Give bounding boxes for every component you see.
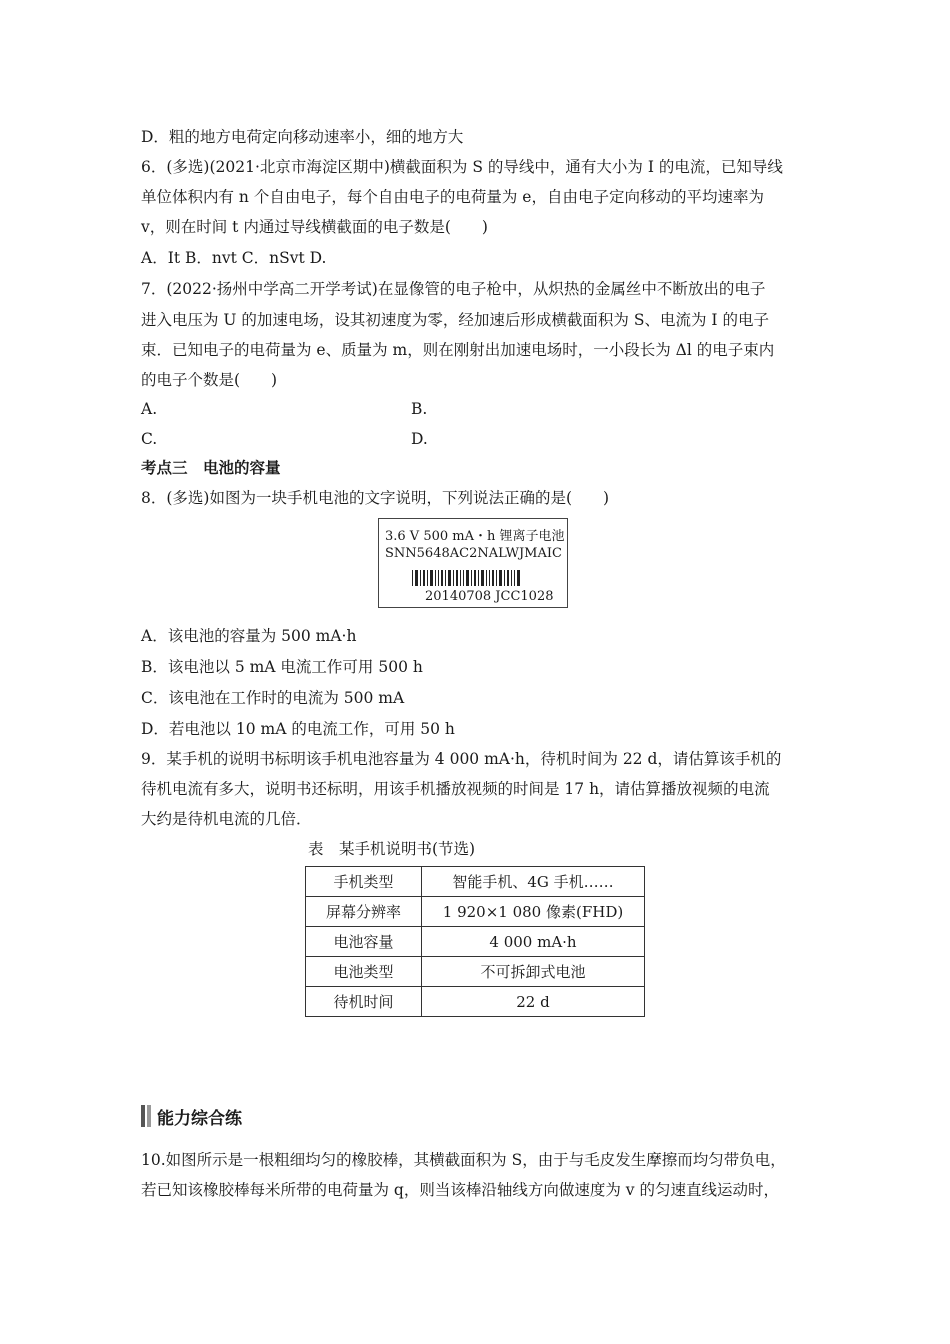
table-cell-key: 待机时间 [306,987,422,1017]
question-8-option-d: D．若电池以 10 mA 的电流工作，可用 50 h [141,720,455,738]
section-heading-battery-capacity: 考点三 电池的容量 [141,459,281,477]
battery-spec-text: 3.6 V 500 mA・h 锂离子电池 [385,529,565,544]
table-cell-key: 电池类型 [306,957,422,987]
question-7-option-a: A. [141,400,158,418]
question-6-line-1: 6．(多选)(2021·北京市海淀区期中)横截面积为 S 的导线中，通有大小为 I 的电流，已知导线 [141,158,783,176]
question-9-line-1: 9．某手机的说明书标明该手机电池容量为 4 000 mA·h，待机时间为 22 d，请估算该手机的 [141,750,782,768]
table-caption: 表 某手机说明书(节选) [308,840,476,858]
question-9-line-2: 待机电流有多大，说明书还标明，用该手机播放视频的时间是 17 h，请估算播放视频的电流 [141,780,770,798]
question-6-options: A．It B．nvt C．nSvt D. [141,249,327,267]
question-7-option-b: B. [411,400,428,418]
question-10-line-2: 若已知该橡胶棒每米所带的电荷量为 q，则当该棒沿轴线方向做速度为 v 的匀速直线运动时， [141,1181,779,1199]
question-7-line-1: 7．(2022·扬州中学高二开学考试)在显像管的电子枪中，从炽热的金属丝中不断放出的电子 [141,280,766,298]
table-row [306,957,645,987]
question-7-line-2: 进入电压为 U 的加速电场，设其初速度为零，经加速后形成横截面积为 S、电流为 I 的电子 [141,311,769,329]
table-cell-value: 22 d [422,987,645,1017]
question-7-option-d: D. [411,430,428,448]
table-cell-key: 手机类型 [306,867,422,897]
question-8-option-c: C．该电池在工作时的电流为 500 mA [141,689,405,707]
battery-date-code: 20140708 JCC1028 [425,589,554,604]
battery-label-figure [378,518,568,608]
table-row [306,927,645,957]
phone-spec-table [305,866,645,1017]
question-10-line-1: 10.如图所示是一根粗细均匀的橡胶棒，其横截面积为 S，由于与毛皮发生摩擦而均匀带负电， [141,1151,786,1169]
table-cell-value: 不可拆卸式电池 [422,957,645,987]
question-8-stem: 8．(多选)如图为一块手机电池的文字说明，下列说法正确的是( ) [141,489,610,507]
question-7-line-4: 的电子个数是( ) [141,371,278,389]
question-8-option-a: A．该电池的容量为 500 mA·h [141,627,357,645]
question-8-option-b: B．该电池以 5 mA 电流工作可用 500 h [141,658,423,676]
table-row [306,987,645,1017]
question-7-option-c: C. [141,430,158,448]
table-cell-value: 4 000 mA·h [422,927,645,957]
table-cell-value: 智能手机、4G 手机…… [422,867,645,897]
table-cell-value: 1 920×1 080 像素(FHD) [422,897,645,927]
question-6-line-2: 单位体积内有 n 个自由电子，每个自由电子的电荷量为 e，自由电子定向移动的平均速率为 [141,188,764,206]
section-title: 能力综合练 [157,1108,242,1129]
table-cell-key: 屏幕分辨率 [306,897,422,927]
table-row [306,867,645,897]
question-6-line-3: v，则在时间 t 内通过导线横截面的电子数是( ) [141,218,488,236]
question-9-line-3: 大约是待机电流的几倍． [141,810,312,828]
section-bar-icon [141,1105,151,1127]
battery-serial-text: SNN5648AC2NALWJMAIC [385,546,562,561]
barcode-icon [412,570,552,586]
question-7-line-3: 束．已知电子的电荷量为 e、质量为 m，则在刚射出加速电场时，一小段长为 Δl 的电子束内 [141,341,775,359]
option-d-q5: D．粗的地方电荷定向移动速率小，细的地方大 [141,128,464,146]
table-row [306,897,645,927]
table-cell-key: 电池容量 [306,927,422,957]
section-header [141,1104,242,1128]
